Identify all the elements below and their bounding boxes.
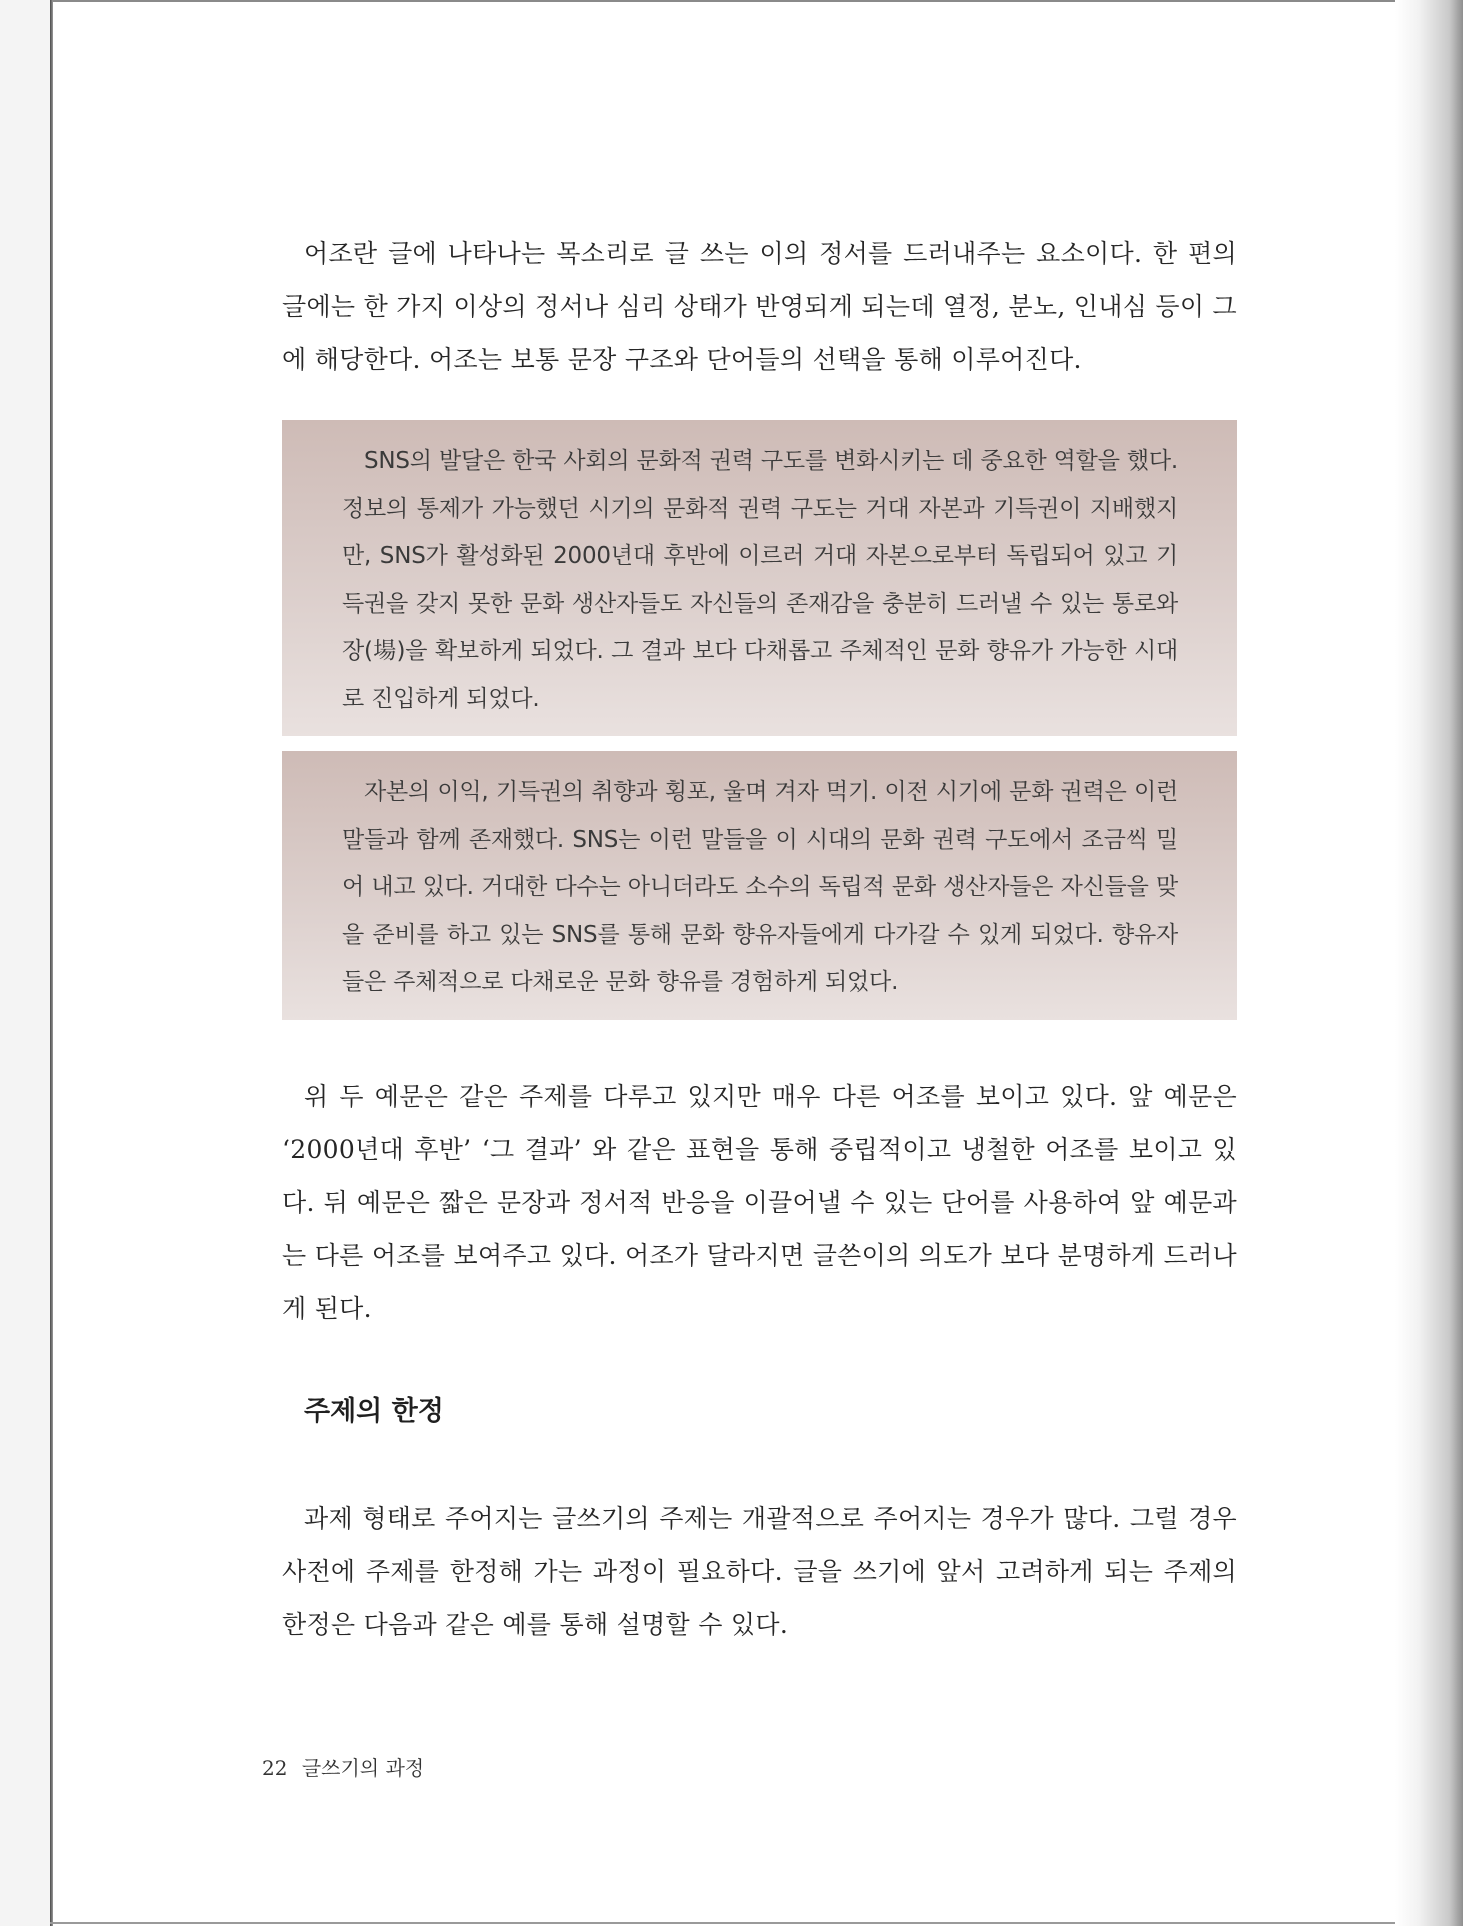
topic-paragraph: 과제 형태로 주어지는 글쓰기의 주제는 개괄적으로 주어지는 경우가 많다. 그럴 경우 사전에 주제를 한정해 가는 과정이 필요하다. 글을 쓰기에 앞서 고려하게 되는 주제의 한정은 다음과 같은 예를 통해 설명할 수 있다. [282, 1504, 1237, 1639]
intro-paragraph: 어조란 글에 나타나는 목소리로 글 쓰는 이의 정서를 드러내주는 요소이다. 한 편의 글에는 한 가지 이상의 정서나 심리 상태가 반영되게 되는데 열정, 분노, 인내심 등이 그에 해당한다. 어조는 보통 문장 구조와 단어들의 선택을 통해 이루어진다. [282, 239, 1238, 374]
page-gutter-shadow [1395, 0, 1463, 1926]
page-footer [262, 1753, 424, 1783]
page-edge-bottom [50, 1922, 1440, 1924]
running-title: 글쓰기의 과정 [301, 1756, 425, 1780]
page-edge-top [50, 0, 1430, 2]
page-edge-left [50, 0, 53, 1926]
page-number: 22 [262, 1756, 288, 1780]
example-text-2: 자본의 이익, 기득권의 취향과 횡포, 울며 겨자 먹기. 이전 시기에 문화 권력은 이런 말들과 함께 존재했다. SNS는 이런 말들을 이 시대의 문화 권력 구도에서 조금씩 밀어 내고 있다. 거대한 다수는 아니더라도 소수의 독립적 문화 생산자들은 자신들을 맞을 준비를 하고 있는 SNS를 통해 문화 향유자들에게 다가갈 수 있게 되었다. 향유자들은 주체적으로 다채로운 문화 향유를 경험하게 되었다. [342, 779, 1178, 995]
section-heading: 주제의 한정 [304, 1396, 444, 1427]
example-text-1: SNS의 발달은 한국 사회의 문화적 권력 구도를 변화시키는 데 중요한 역할을 했다. 정보의 통제가 가능했던 시기의 문화적 권력 구도는 거대 자본과 기득권이 지배했지만, SNS가 활성화된 2000년대 후반에 이르러 거대 자본으로부터 독립되어 있고 기득권을 갖지 못한 문화 생산자들도 자신들의 존재감을 충분히 드러낼 수 있는 통로와 장(場)을 확보하게 되었다. 그 결과 보다 다채롭고 주체적인 문화 향유가 가능한 시대로 진입하게 되었다. [342, 448, 1178, 712]
example-box-2 [282, 751, 1237, 1020]
comparison-paragraph: 위 두 예문은 같은 주제를 다루고 있지만 매우 다른 어조를 보이고 있다. 앞 예문은 ‘2000년대 후반’ ‘그 결과’ 와 같은 표현을 통해 중립적이고 냉철한 어조를 보이고 있다. 뒤 예문은 짧은 문장과 정서적 반응을 이끌어낼 수 있는 단어를 사용하여 앞 예문과는 다른 어조를 보여주고 있다. 어조가 달라지면 글쓴이의 의도가 보다 분명하게 드러나게 된다. [282, 1082, 1237, 1323]
example-box-1 [282, 420, 1237, 736]
